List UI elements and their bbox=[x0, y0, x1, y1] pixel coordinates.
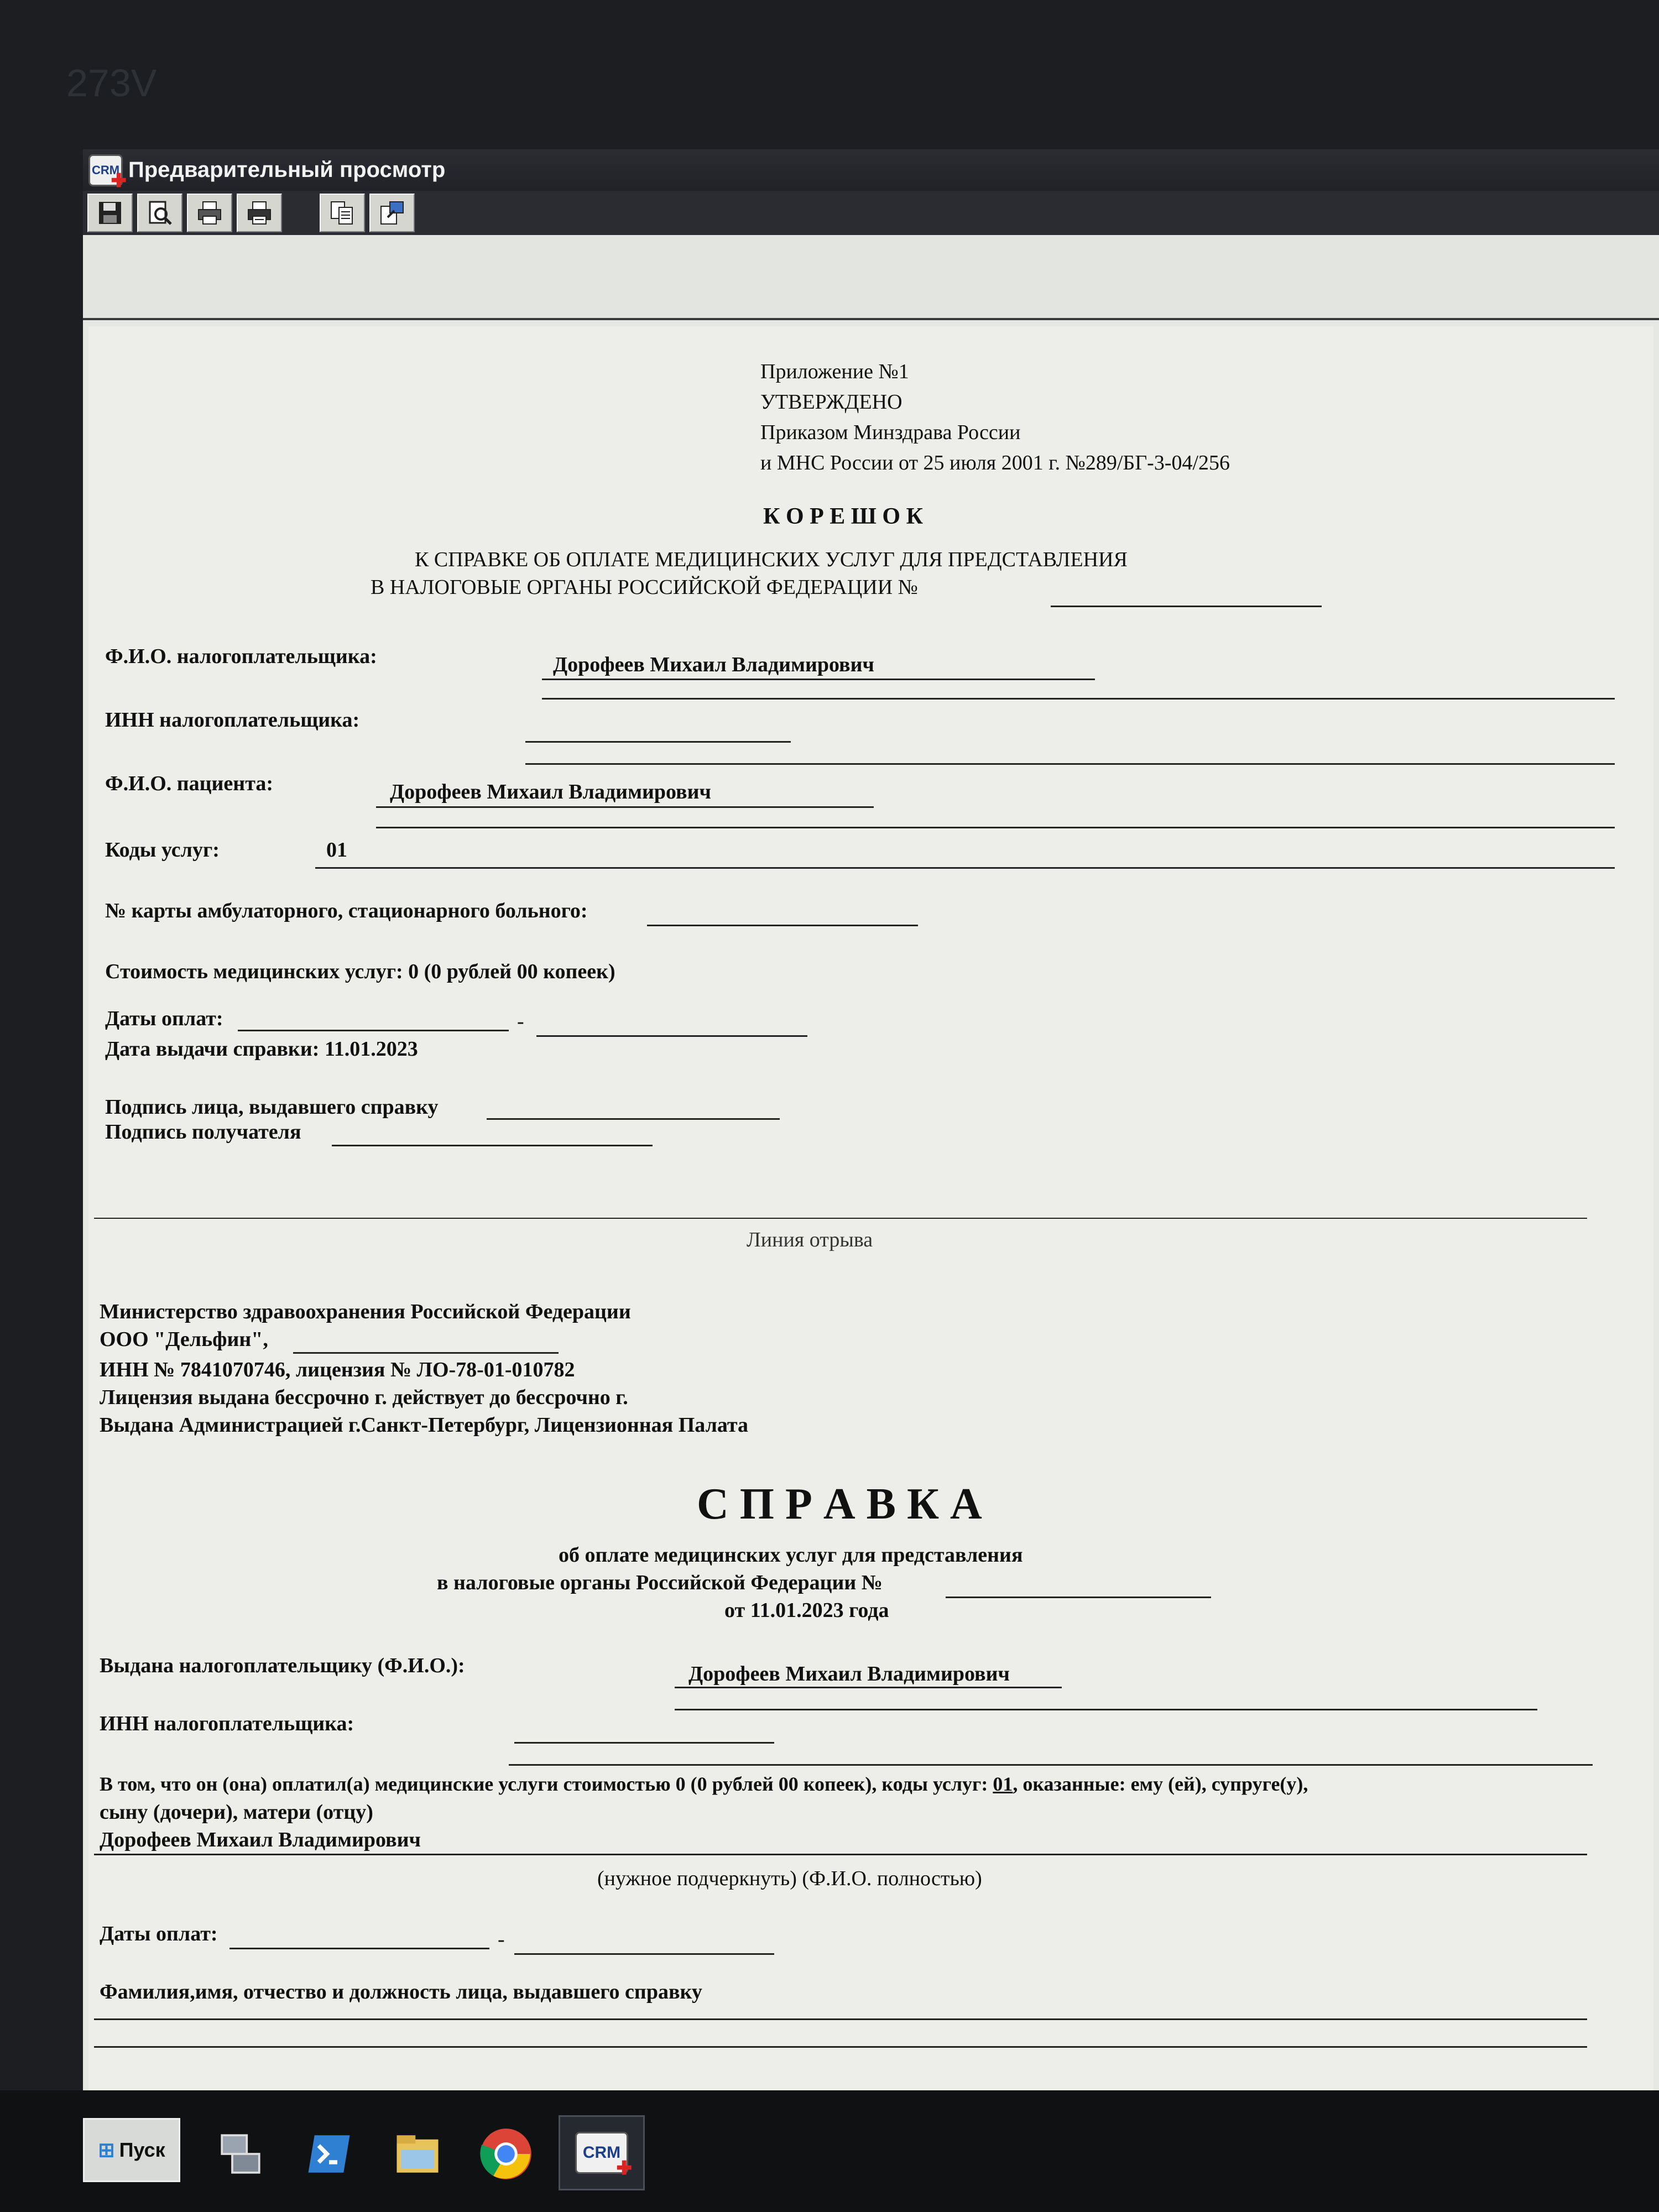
file-explorer-icon[interactable] bbox=[387, 2124, 448, 2184]
stub-codes-value: 01 bbox=[326, 838, 347, 862]
cert-statement-codes: 01 bbox=[993, 1773, 1013, 1795]
stub-taxpayer-long-line bbox=[542, 698, 1615, 700]
tear-line-rule bbox=[94, 1218, 1587, 1219]
cert-org-line1: Министерство здравоохранения Российской Федерации bbox=[100, 1300, 631, 1323]
chrome-browser-icon bbox=[478, 2126, 534, 2182]
cert-subtitle2: в налоговые органы Российской Федерации № bbox=[437, 1571, 883, 1594]
cert-patient-line bbox=[94, 1854, 1587, 1855]
cert-subtitle3: от 11.01.2023 года bbox=[724, 1599, 889, 1622]
chrome-icon[interactable] bbox=[476, 2124, 536, 2184]
stub-inn-line bbox=[525, 741, 791, 743]
stub-patient-label: Ф.И.О. пациента: bbox=[105, 772, 273, 795]
cert-statement-line1 bbox=[100, 1772, 1308, 1796]
cert-underline-note: (нужное подчеркнуть) (Ф.И.О. полностью) bbox=[597, 1867, 982, 1890]
cert-number-line bbox=[946, 1597, 1211, 1598]
taskbar bbox=[0, 2090, 1659, 2212]
stub-inn-long-line bbox=[525, 763, 1615, 765]
appendix-line2: УТВЕРЖДЕНО bbox=[760, 390, 902, 414]
appendix-line1: Приложение №1 bbox=[760, 360, 909, 383]
cert-org-line2-underline bbox=[293, 1352, 559, 1354]
cert-org-line5: Выдана Администрацией г.Санкт-Петербург, Лицензионная Палата bbox=[100, 1413, 749, 1437]
window-title: Предварительный просмотр bbox=[128, 158, 446, 182]
cert-issued-long-line bbox=[675, 1709, 1537, 1710]
cert-statement-line2: сыну (дочери), матери (отцу) bbox=[100, 1801, 373, 1824]
document-page bbox=[88, 326, 1653, 2090]
cert-title: С П Р А В К А bbox=[697, 1480, 982, 1528]
preview-icon bbox=[147, 200, 173, 226]
toolbar bbox=[83, 191, 1659, 235]
folder-icon bbox=[393, 2129, 442, 2179]
stub-issue-date: Дата выдачи справки: 11.01.2023 bbox=[105, 1037, 418, 1061]
cert-issuer-line bbox=[94, 2018, 1587, 2020]
windows-logo-icon: ⊞ bbox=[98, 2138, 115, 2161]
taskbar-app-icon-text: CRM bbox=[582, 2143, 621, 2162]
start-label: Пуск bbox=[119, 2138, 165, 2161]
cert-statement-part1: В том, что он (она) оплатил(а) медицинские услуги стоимостью 0 (0 рублей 00 копеек), коды услуг: bbox=[100, 1773, 988, 1795]
cert-inn-label: ИНН налогоплательщика: bbox=[100, 1712, 354, 1735]
crm-taskbar-icon bbox=[575, 2132, 632, 2179]
copy-button[interactable] bbox=[320, 194, 365, 232]
stub-number-line bbox=[1051, 606, 1322, 607]
stub-patient-line bbox=[376, 806, 874, 808]
start-button[interactable] bbox=[83, 2118, 180, 2182]
cert-issuer-line-2 bbox=[94, 2046, 1587, 2048]
print-button[interactable] bbox=[187, 194, 232, 232]
cert-issuer-label: Фамилия,имя, отчество и должность лица, выдавшего справку bbox=[100, 1980, 702, 2004]
cert-org-line2: ООО "Дельфин", bbox=[100, 1328, 268, 1351]
save-button[interactable] bbox=[87, 194, 133, 232]
appendix-line4: и МНС России от 25 июля 2001 г. №289/БГ-3-04/256 bbox=[760, 451, 1230, 474]
print-setup-icon bbox=[246, 200, 273, 226]
stub-taxpayer-label: Ф.И.О. налогоплательщика: bbox=[105, 645, 377, 668]
monitor-model-label: 273V bbox=[66, 61, 157, 105]
red-cross-icon: ✚ bbox=[111, 170, 127, 191]
stub-patient-long-line bbox=[376, 827, 1615, 828]
stub-taxpayer-value: Дорофеев Михаил Владимирович bbox=[553, 653, 874, 676]
stub-heading: К О Р Е Ш О К bbox=[763, 504, 924, 529]
cert-payment-dash: - bbox=[498, 1928, 505, 1951]
preview-window bbox=[83, 149, 1659, 2090]
toolbar-panel bbox=[83, 235, 1659, 320]
cert-patient-value: Дорофеев Михаил Владимирович bbox=[100, 1828, 421, 1851]
cert-subtitle1: об оплате медицинских услуг для представления bbox=[559, 1543, 1023, 1567]
terminal-icon bbox=[304, 2129, 354, 2179]
cert-org-line3: ИНН № 7841070746, лицензия № ЛО-78-01-010782 bbox=[100, 1358, 575, 1381]
stub-payment-date-from-line bbox=[238, 1030, 509, 1031]
stub-codes-line bbox=[315, 867, 1615, 869]
stub-issuer-signature-label: Подпись лица, выдавшего справку bbox=[105, 1095, 439, 1119]
stub-subheading-2: В НАЛОГОВЫЕ ОРГАНЫ РОССИЙСКОЙ ФЕДЕРАЦИИ № bbox=[371, 576, 918, 599]
cert-payment-date-to-line bbox=[514, 1953, 774, 1955]
title-bar bbox=[83, 149, 1659, 191]
print-setup-button[interactable] bbox=[237, 194, 282, 232]
stub-card-line bbox=[647, 925, 918, 926]
copy-icon bbox=[329, 200, 356, 226]
stub-payment-dates-label: Даты оплат: bbox=[105, 1007, 223, 1030]
cert-org-line4: Лицензия выдана бессрочно г. действует до бессрочно г. bbox=[100, 1386, 628, 1409]
stub-recipient-signature-label: Подпись получателя bbox=[105, 1120, 301, 1144]
app-icon-text: CRM bbox=[91, 163, 120, 177]
export-button[interactable] bbox=[369, 194, 415, 232]
crm-taskbar-button[interactable] bbox=[559, 2115, 645, 2190]
stub-issuer-signature-line bbox=[487, 1118, 780, 1120]
tear-line-label: Линия отрыва bbox=[747, 1228, 873, 1251]
stub-card-label: № карты амбулаторного, стационарного больного: bbox=[105, 899, 588, 922]
appendix-line3: Приказом Минздрава России bbox=[760, 421, 1021, 444]
cert-inn-line bbox=[514, 1742, 774, 1744]
stub-cost-text: Стоимость медицинских услуг: 0 (0 рублей 00 копеек) bbox=[105, 960, 615, 983]
cert-inn-long-line bbox=[509, 1764, 1593, 1766]
crm-app-icon bbox=[88, 154, 127, 191]
taskbar-red-cross-icon: ✚ bbox=[616, 2158, 632, 2179]
cert-payment-date-from-line bbox=[229, 1948, 489, 1949]
cert-statement-part2: , оказанные: ему (ей), супруге(у), bbox=[1013, 1773, 1308, 1795]
stub-inn-label: ИНН налогоплательщика: bbox=[105, 708, 360, 732]
stub-taxpayer-line bbox=[542, 679, 1095, 680]
stub-payment-dash: - bbox=[517, 1010, 524, 1033]
stub-recipient-signature-line bbox=[332, 1145, 653, 1146]
cert-issued-label: Выдана налогоплательщику (Ф.И.О.): bbox=[100, 1654, 465, 1677]
export-icon bbox=[379, 200, 405, 226]
stub-patient-value: Дорофеев Михаил Владимирович bbox=[390, 780, 711, 804]
cert-issued-value: Дорофеев Михаил Владимирович bbox=[688, 1662, 1010, 1686]
stub-codes-label: Коды услуг: bbox=[105, 838, 220, 862]
print-icon bbox=[196, 200, 223, 226]
stub-payment-date-to-line bbox=[536, 1035, 807, 1037]
cert-payment-dates-label: Даты оплат: bbox=[100, 1922, 218, 1945]
powershell-icon[interactable] bbox=[299, 2124, 359, 2184]
preview-button[interactable] bbox=[137, 194, 182, 232]
network-computer-icon[interactable] bbox=[210, 2124, 271, 2184]
computer-icon bbox=[216, 2129, 265, 2179]
stub-subheading-1: К СПРАВКЕ ОБ ОПЛАТЕ МЕДИЦИНСКИХ УСЛУГ ДЛЯ ПРЕДСТАВЛЕНИЯ bbox=[415, 548, 1128, 571]
cert-issued-line bbox=[675, 1687, 1062, 1688]
save-icon bbox=[97, 200, 123, 226]
